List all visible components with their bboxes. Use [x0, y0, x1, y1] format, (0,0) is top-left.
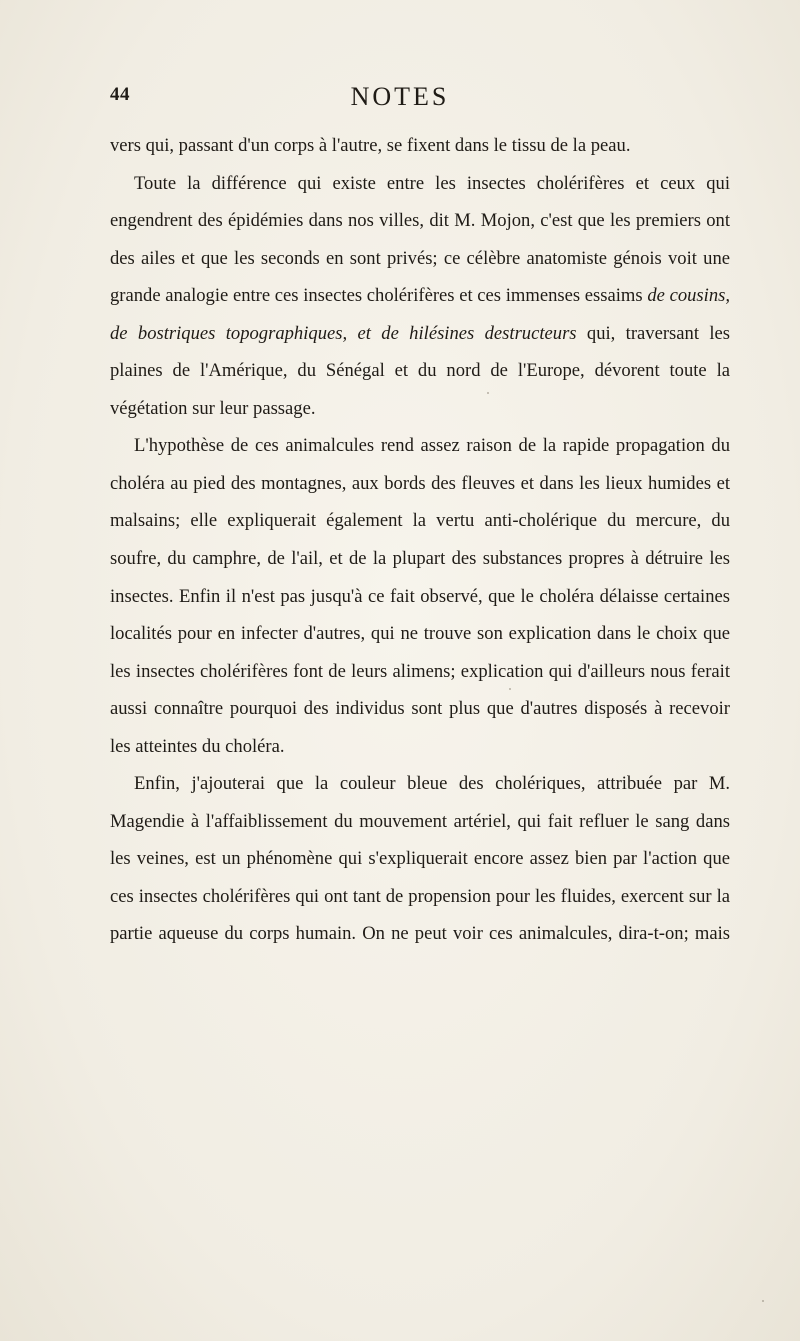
page-number: 44 [110, 84, 130, 105]
paragraph: L'hypothèse de ces animalcules rend assez raison de la rapide propagation du choléra au pied des montagnes, aux bords des fleuves et dans les lieux humides et malsains; elle expliquerait également la vertu anti-cholérique du mercure, du soufre, du camphre, de l'ail, et de la plupart des substances propres à détruire les insectes. Enfin il n'est pas jusqu'à ce fait observé, que le choléra délaisse certaines localités pour en infecter d'autres, qui ne trouve son explication dans le choix que les insectes cholérifères font de leurs alimens; explication qui d'ailleurs nous ferait aussi connaître pourquoi des individus sont plus que d'autres disposés à recevoir les atteintes du choléra. [110, 435, 730, 757]
paper-speck [762, 1300, 764, 1302]
paragraph: vers qui, passant d'un corps à l'autre, se fixent dans le tissu de la peau. [110, 135, 631, 156]
running-title: NOTES [350, 82, 450, 111]
body-text [110, 127, 730, 953]
paragraph-text: qui, traversant les plaines de l'Amérique, du Sénégal et du nord de l'Europe, dévorent toute la végétation sur leur passage. [110, 322, 730, 419]
paper-speck [509, 688, 511, 690]
italic-text: de cousins, de bostriques topographiques, et de hilésines destructeurs [110, 285, 730, 344]
paper-speck [487, 392, 489, 394]
paragraph-text: Toute la différence qui existe entre les insectes cholérifères et ceux qui engendrent des épidémies dans nos villes, dit M. Mojon, c'est que les premiers ont des ailes et que les seconds en sont privés; ce célèbre anatomiste génois voit une grande analogie entre ces insectes cholérifères et ces immenses essaims [110, 172, 730, 307]
paragraph: Enfin, j'ajouterai que la couleur bleue des cholériques, attribuée par M. Magendie à l'affaiblissement du mouvement artériel, qui fait refluer le sang dans les veines, est un phénomène qui s'expliquerait encore assez bien par l'action que ces insectes cholérifères qui ont tant de propension pour les fluides, exercent sur la partie aqueuse du corps humain. On ne peut voir ces animalcules, dira-t-on; mais [110, 773, 730, 945]
paragraph [110, 165, 730, 428]
